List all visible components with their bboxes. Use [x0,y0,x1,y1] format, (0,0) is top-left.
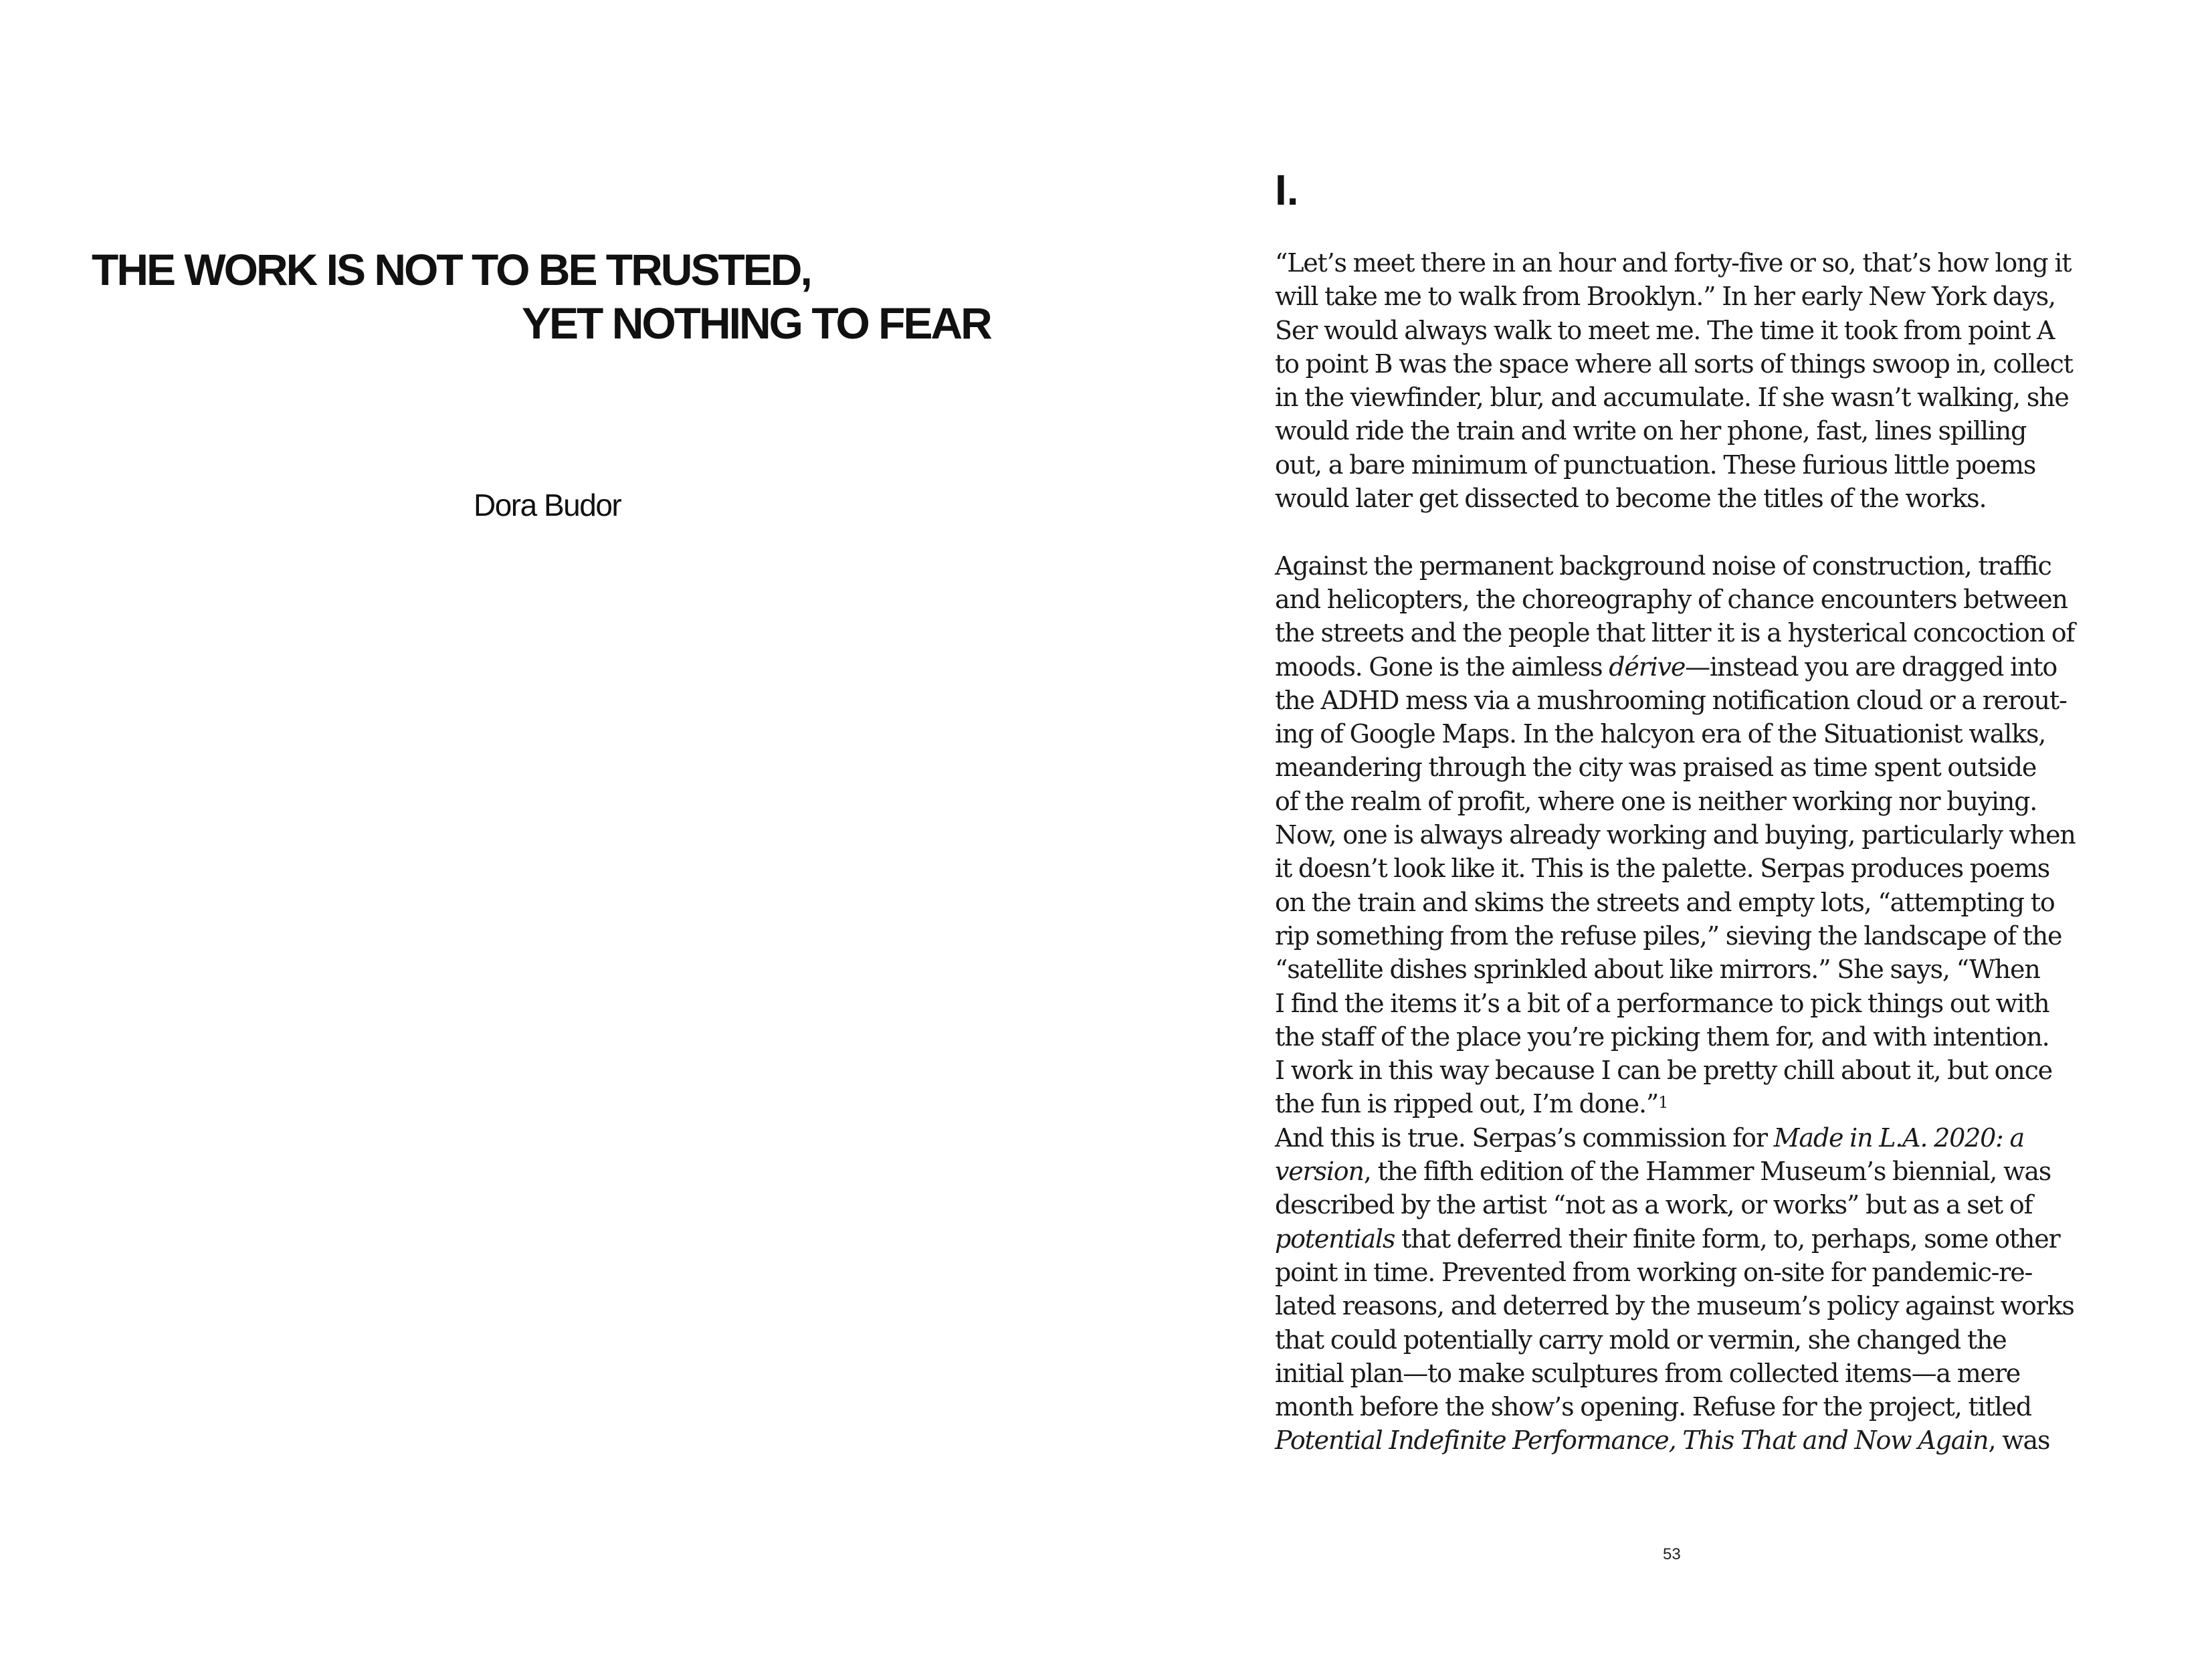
text-run: moods. Gone is the aimless [1275,652,1609,682]
italic-title: version [1275,1157,1364,1187]
paragraph-2 [1275,549,2104,1121]
text-line: to point B was the space where all sorts of things swoop in, collect [1275,349,2073,379]
text-line: month before the show’s opening. Refuse for the project, titled [1275,1392,2031,1422]
text-line: the staff of the place you’re picking them for, and with intention. [1275,1021,2049,1052]
text-line: the ADHD mess via a mushrooming notification cloud or a rerout- [1275,685,2067,715]
text-line: Now, one is always already working and buying, particularly when [1275,820,2076,850]
italic-title: Made in L.A. 2020: a [1773,1123,2024,1153]
section-numeral: I. [1275,166,1299,214]
text-line: that could potentially carry mold or vermin, she changed the [1275,1325,2007,1355]
text-line: meandering through the city was praised as time spent outside [1275,753,2037,783]
text-line: and helicopters, the choreography of chance encounters between [1275,584,2068,614]
text-line: the streets and the people that litter it is a hysterical concoction of [1275,618,2075,648]
text-line: it doesn’t look like it. This is the palette. Serpas produces poems [1275,854,2050,884]
text-line: on the train and skims the streets and empty lots, “attempting to [1275,887,2055,917]
text-run: And this is true. Serpas’s commission for [1275,1123,1774,1153]
footnote-marker[interactable]: 1 [1658,1093,1668,1112]
text-run: —instead you are dragged into [1685,652,2057,682]
text-line: of the realm of profit, where one is neither working nor buying. [1275,786,2037,816]
text-line: I work in this way because I can be pretty chill about it, but once [1275,1056,2052,1086]
text-line [1275,1155,2104,1188]
italic-term: dérive [1609,652,1686,682]
text-run: , was [1988,1426,2050,1456]
text-line: would later get dissected to become the titles of the works. [1275,484,1987,514]
text-line: point in time. Prevented from working on-site for pandemic-re- [1275,1257,2033,1287]
text-line [1275,1087,2104,1120]
text-line: in the viewfinder, blur, and accumulate. If she wasn’t walking, she [1275,383,2069,413]
paragraph-3 [1275,1121,2104,1458]
text-line [1275,1222,2104,1256]
text-line [1275,650,2104,684]
text-line: out, a bare minimum of punctuation. These furious little poems [1275,450,2036,480]
text-run: , the fifth edition of the Hammer Museum’s biennial, was [1363,1157,2051,1187]
body-text [1275,246,2104,1458]
italic-title: Potential Indefinite Performance, This That and Now Again [1275,1426,1989,1456]
text-line: Against the permanent background noise of construction, traffic [1275,551,2051,581]
text-line: Ser would always walk to meet me. The time it took from point A [1275,315,2055,345]
essay-title-line-1: THE WORK IS NOT TO BE TRUSTED, [92,245,811,294]
text-line: lated reasons, and deterred by the museum’s policy against works [1275,1291,2074,1321]
text-line: “Let’s meet there in an hour and forty-five or so, that’s how long it [1275,248,2072,278]
paragraph-1 [1275,246,2104,515]
text-line: initial plan—to make sculptures from collected items—a mere [1275,1358,2021,1388]
text-run: that deferred their finite form, to, perhaps, some other [1395,1224,2060,1254]
essay-title-line-2: YET NOTHING TO FEAR [522,298,991,348]
text-line: rip something from the refuse piles,” sieving the landscape of the [1275,920,2062,951]
text-line: “satellite dishes sprinkled about like mirrors.” She says, “When [1275,955,2040,985]
text-run: the fun is ripped out, I’m done.” [1275,1089,1659,1119]
text-line [1275,1121,2104,1155]
text-line: would ride the train and write on her phone, fast, lines spilling [1275,416,2027,446]
page-number: 53 [1663,1545,1681,1563]
text-line: ing of Google Maps. In the halcyon era of the Situationist walks, [1275,719,2046,749]
paragraph-spacer [1275,515,2104,549]
italic-term: potentials [1275,1224,1395,1254]
text-line [1275,1424,2104,1457]
text-line: I find the items it’s a bit of a performance to pick things out with [1275,988,2049,1018]
author-name: Dora Budor [474,488,621,522]
text-line: described by the artist “not as a work, or works” but as a set of [1275,1190,2033,1220]
text-line: will take me to walk from Brooklyn.” In her early New York days, [1275,282,2055,312]
